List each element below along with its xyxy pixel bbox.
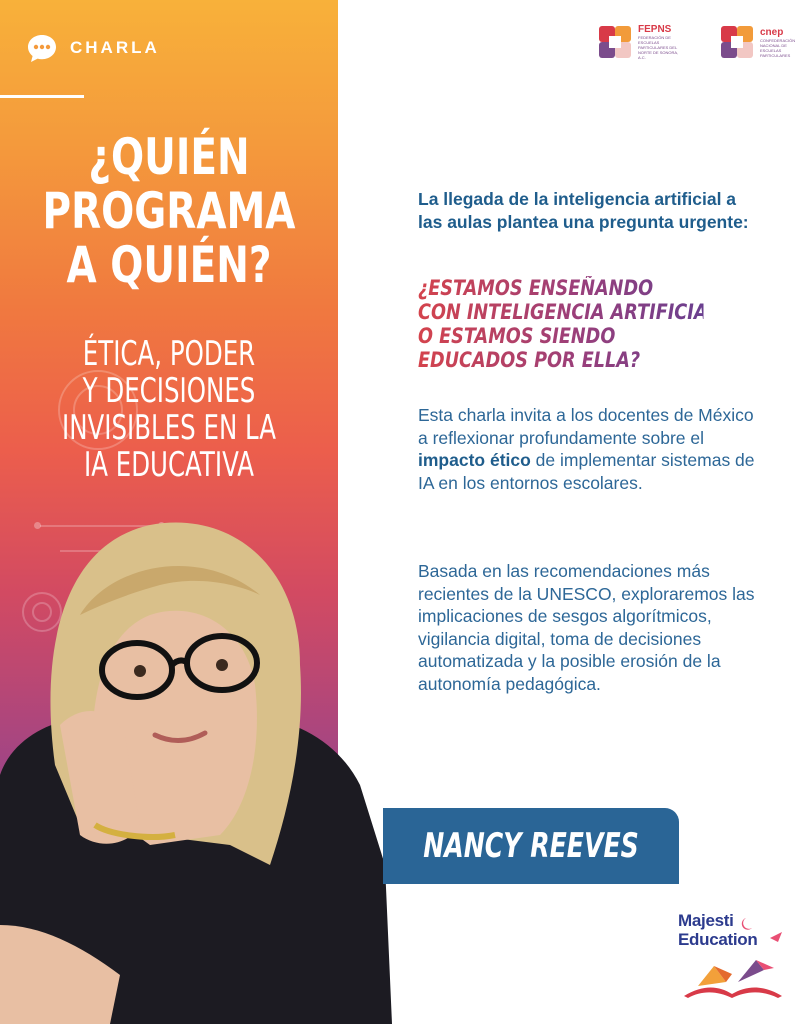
fepns-logo-desc: FEDERACIÓN DE ESCUELAS PARTICULARES DEL NORTE DE SONORA, A.C. [638,35,679,60]
speaker-portrait [0,505,392,1024]
subtitle [47,336,290,484]
cnep-logo-name: cnep [760,26,784,38]
subtitle-line: ÉTICA, PODER [82,334,256,374]
question-line: O ESTAMOS SIENDO [418,324,616,348]
cnep-logo-desc: CONFEDERACIÓN NACIONAL DE ESCUELAS PARTICULARES [760,37,796,58]
majestic-education-logo [674,908,792,1000]
main-title-line: PROGRAMA [42,182,296,240]
speaker-name: NANCY REEVES [423,826,639,866]
description-highlight: impacto ético [418,450,531,470]
title-divider [0,95,84,98]
question-line: EDUCADOS POR ELLA? [418,348,641,372]
cnep-logo [720,24,806,60]
description-part: de implementar sistemas de IA en los entornos escolares. [418,450,755,493]
fepns-logo-name: FEPNS [638,24,672,35]
subtitle-line: IA EDUCATIVA [83,445,255,485]
charla-badge [26,32,160,64]
question-line: CON INTELIGENCIA ARTIFICIAL [418,300,719,324]
book-bird-icon [674,908,792,1000]
chat-bubble-icon [26,32,58,64]
cnep-logo-icon [720,25,754,59]
brand-line: Majesti [678,911,734,930]
charla-label: CHARLA [70,38,160,57]
subtitle-line: Y DECISIONES [82,371,256,411]
unesco-paragraph: Basada en las recomendaciones más recientes de la UNESCO, exploraremos las implicaciones de sesgos algorítmicos, vigilancia digital, toma de decisiones automatizada y la posible erosión de la autonomía pedagógica. [418,561,755,694]
intro-text: La llegada de la inteligencia artificial a las aulas plantea una pregunta urgente: [418,189,749,232]
description-paragraph [418,404,758,494]
brand-line: Education [678,930,758,949]
partner-logos [598,24,806,60]
subtitle-line: INVISIBLES EN LA [62,408,276,448]
main-title-line: ¿QUIÉN [88,128,250,186]
key-question [418,276,719,372]
fepns-logo-icon [598,25,632,59]
question-line: ¿ESTAMOS ENSEÑANDO [418,276,654,300]
main-title [37,130,301,292]
main-title-line: A QUIÉN? [66,236,272,294]
description-part: Esta charla invita a los docentes de México a reflexionar profundamente sobre el [418,405,754,448]
fepns-logo [598,24,684,60]
